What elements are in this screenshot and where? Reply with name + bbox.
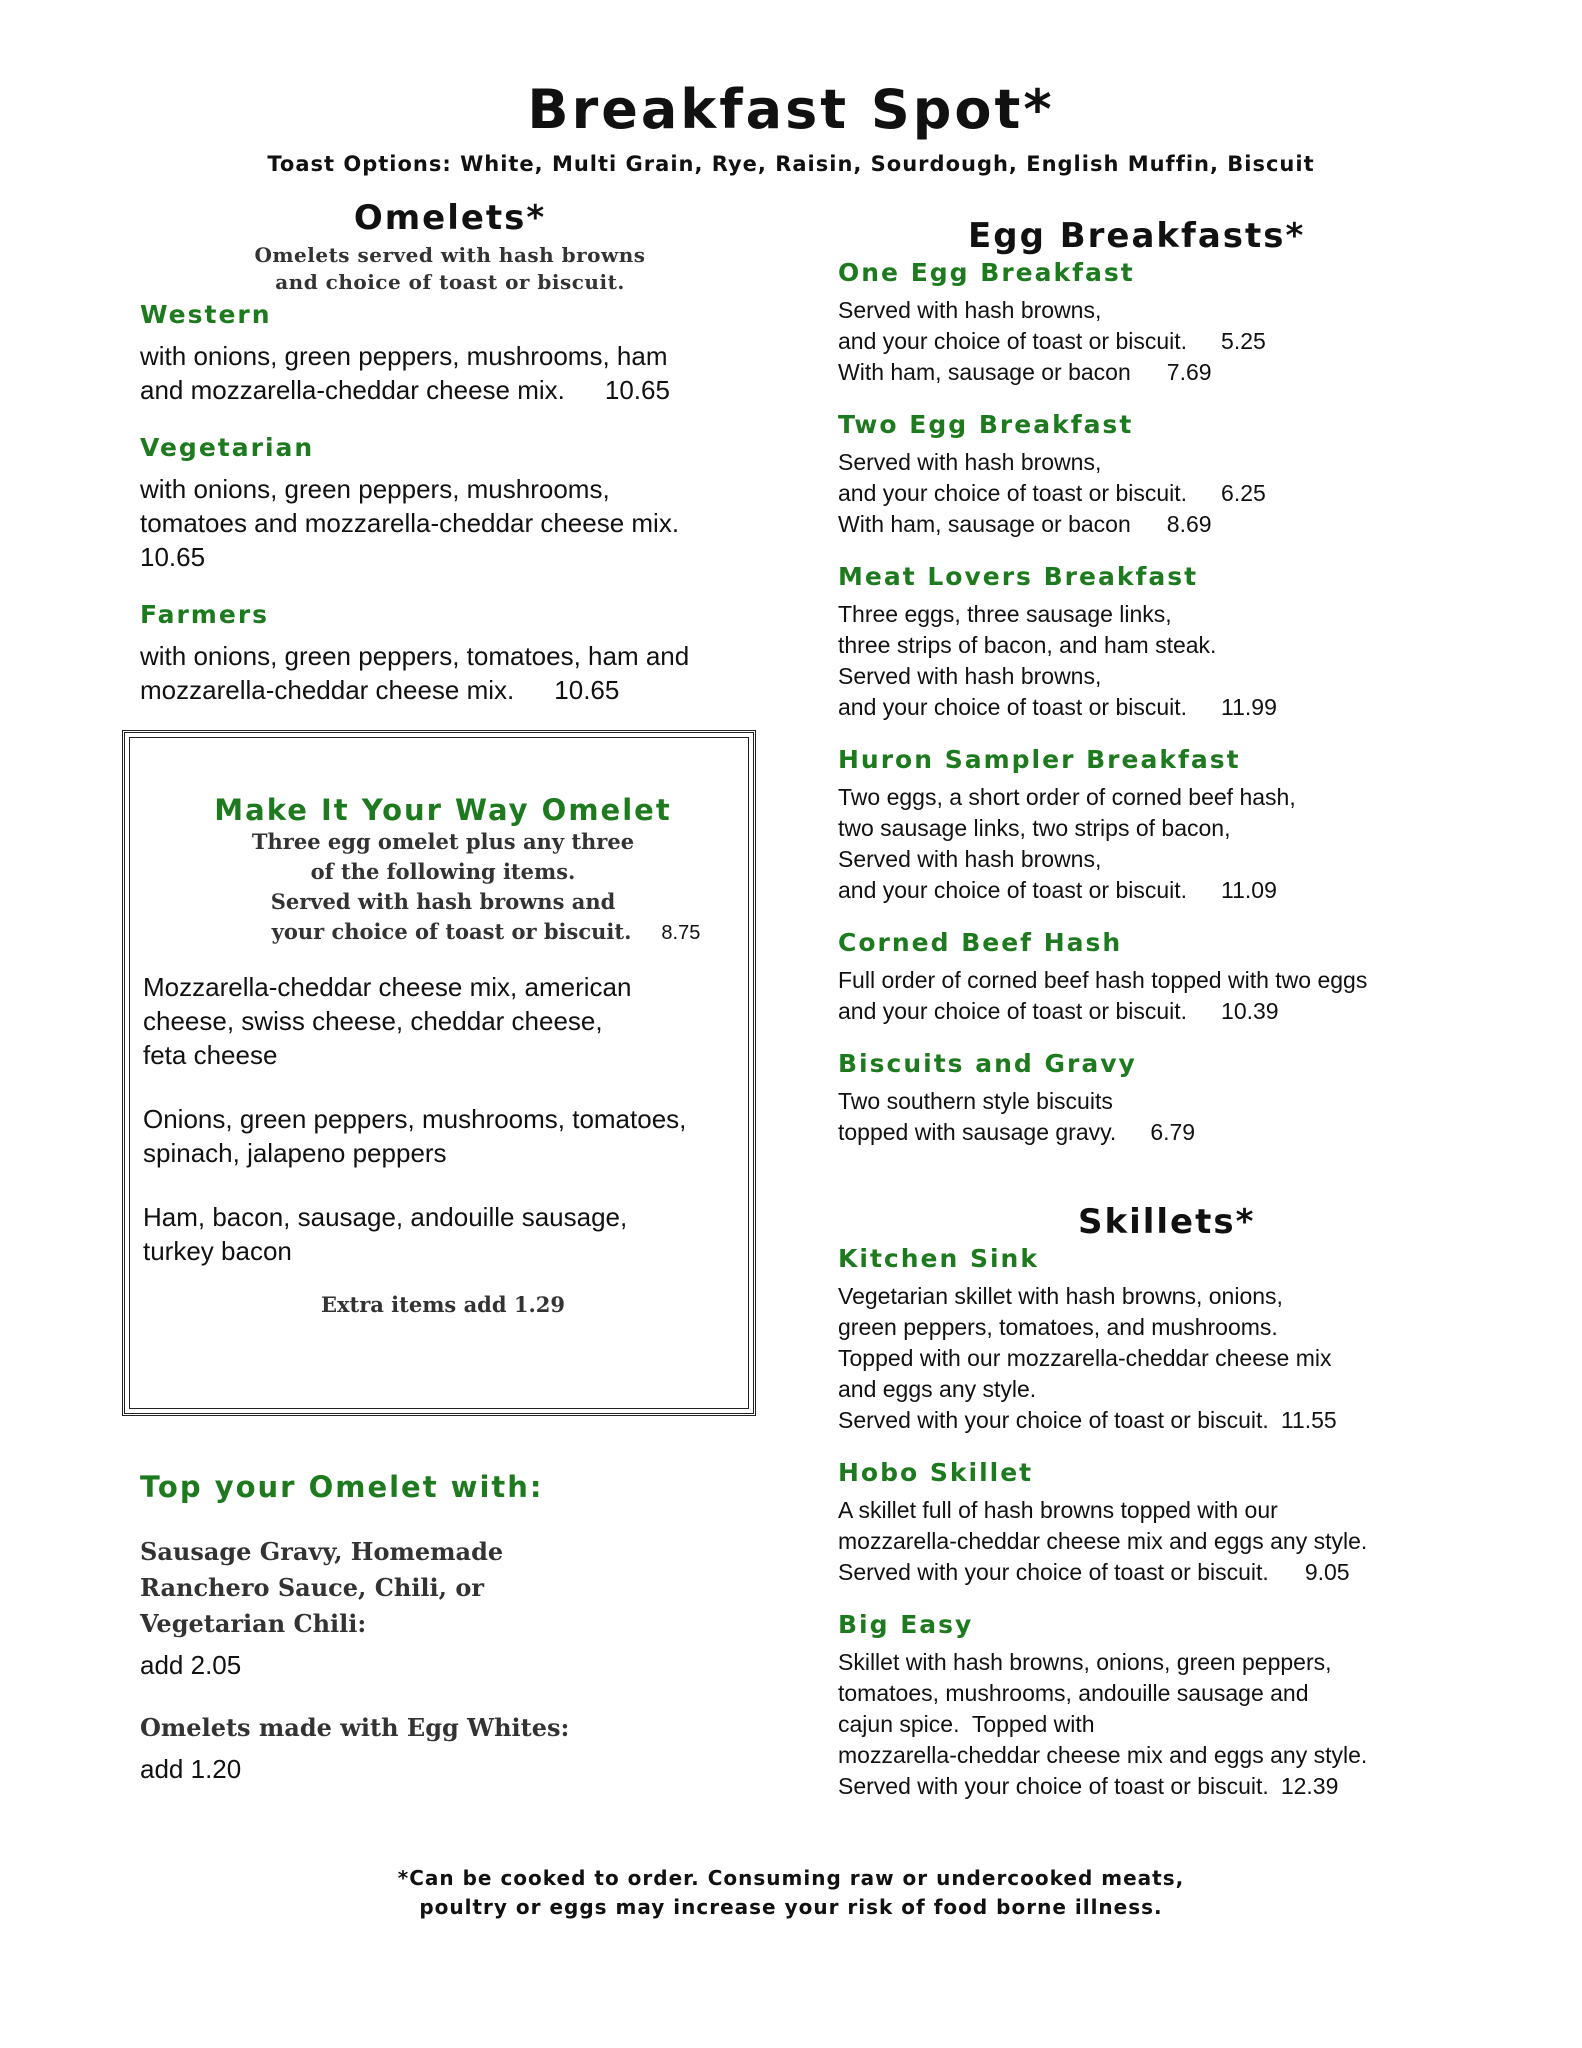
omelets-section — [140, 198, 760, 707]
item-description — [838, 599, 1478, 723]
desc-line: and your choice of toast or biscuit. — [838, 998, 1188, 1024]
desc-line: Ham, bacon, sausage, andouille sausage, — [143, 1202, 628, 1232]
menu-item-farmers — [140, 600, 760, 707]
item-price: 6.25 — [1221, 480, 1266, 506]
desc-line: Served with hash browns, — [838, 663, 1102, 689]
desc-line: and eggs any style. — [838, 1376, 1037, 1402]
toppings-label — [140, 1534, 760, 1642]
desc-line: spinach, jalapeno peppers — [143, 1138, 447, 1168]
make-your-way-box — [122, 730, 756, 1416]
item-price: 10.65 — [604, 375, 670, 405]
desc-line: and your choice of toast or biscuit. — [838, 694, 1188, 720]
make-your-way-price: 8.75 — [661, 922, 701, 944]
desc-line: and your choice of toast or biscuit. — [838, 877, 1188, 903]
extra-items-note: Extra items add 1.29 — [320, 1292, 566, 1317]
item-description — [838, 447, 1478, 540]
omelets-subtitle-line: and choice of toast or biscuit. — [275, 270, 625, 294]
desc-line: Vegetarian skillet with hash browns, onions, — [838, 1283, 1283, 1309]
subtitle-line: Three egg omelet plus any three — [251, 829, 635, 854]
menu-item-two-egg — [838, 410, 1478, 540]
right-column — [838, 216, 1478, 1802]
item-description — [838, 782, 1478, 906]
top-omelet-section — [140, 1470, 760, 1786]
desc-line: A skillet full of hash browns topped with our — [838, 1497, 1278, 1523]
desc-line: with onions, green peppers, mushrooms, — [140, 474, 610, 504]
subtitle-line: of the following items. — [310, 859, 576, 884]
item-name: Huron Sampler Breakfast — [838, 745, 1241, 774]
desc-line: cajun spice. Topped with — [838, 1711, 1095, 1737]
desc-line: With ham, sausage or bacon — [838, 359, 1131, 385]
desc-line: Three eggs, three sausage links, — [838, 601, 1172, 627]
desc-line: Topped with our mozzarella-cheddar cheese mix — [838, 1345, 1332, 1371]
subtitle-line: Served with hash browns and — [270, 889, 616, 914]
item-price: 6.79 — [1150, 1119, 1196, 1145]
desc-line: With ham, sausage or bacon — [838, 511, 1131, 537]
desc-line: Full order of corned beef hash topped with two eggs — [838, 967, 1368, 993]
item-name: Meat Lovers Breakfast — [838, 562, 1199, 591]
desc-line: Served with your choice of toast or biscuit. — [838, 1559, 1269, 1585]
menu-item-hobo-skillet — [838, 1458, 1478, 1588]
egg-whites-label: Omelets made with Egg Whites: — [140, 1713, 570, 1742]
item-name: Vegetarian — [140, 433, 315, 462]
disclaimer-line: poultry or eggs may increase your risk of food borne illness. — [419, 1895, 1163, 1919]
desc-line: Two southern style biscuits — [838, 1088, 1113, 1114]
subtitle-line: your choice of toast or biscuit. — [271, 919, 632, 944]
desc-line: cheese, swiss cheese, cheddar cheese, — [143, 1006, 603, 1036]
omelets-subtitle — [140, 242, 760, 296]
desc-line: tomatoes and mozzarella-cheddar cheese mix. — [140, 508, 680, 538]
omelets-subtitle-line: Omelets served with hash browns — [254, 243, 646, 267]
toppings-price: add 2.05 — [140, 1650, 242, 1680]
item-price: 11.09 — [1221, 877, 1277, 903]
desc-line: with onions, green peppers, tomatoes, ham and — [140, 641, 690, 671]
item-name: Western — [140, 300, 272, 329]
make-your-way-subtitle — [143, 827, 743, 948]
menu-title: Breakfast Spot* — [527, 78, 1055, 141]
label-line: Ranchero Sauce, Chili, or — [140, 1573, 485, 1602]
desc-line: green peppers, tomatoes, and mushrooms. — [838, 1314, 1278, 1340]
desc-line: two sausage links, two strips of bacon, — [838, 815, 1231, 841]
desc-line: tomatoes, mushrooms, andouille sausage and — [838, 1680, 1309, 1706]
item-description — [140, 472, 760, 574]
item-name: Biscuits and Gravy — [838, 1049, 1137, 1078]
item-description — [838, 1647, 1478, 1802]
item-name: Kitchen Sink — [838, 1244, 1039, 1273]
item-price: 10.65 — [140, 542, 206, 572]
item-description — [838, 295, 1478, 388]
desc-line: three strips of bacon, and ham steak. — [838, 632, 1217, 658]
skillets-title: Skillets* — [1078, 1202, 1256, 1242]
egg-whites-price: add 1.20 — [140, 1754, 242, 1784]
desc-line: mozzarella-cheddar cheese mix and eggs any style. — [838, 1528, 1368, 1554]
toast-options: Toast Options: White, Multi Grain, Rye, Raisin, Sourdough, English Muffin, Biscuit — [267, 152, 1315, 176]
menu-item-big-easy — [838, 1610, 1478, 1802]
item-name: Hobo Skillet — [838, 1458, 1034, 1487]
desc-line: mozzarella-cheddar cheese mix. — [140, 675, 515, 705]
item-name: One Egg Breakfast — [838, 258, 1135, 287]
cheese-options — [143, 970, 743, 1072]
label-line: Vegetarian Chili: — [140, 1609, 367, 1638]
disclaimer-line: *Can be cooked to order. Consuming raw or undercooked meats, — [397, 1866, 1185, 1890]
desc-line: Served with your choice of toast or biscuit. — [838, 1407, 1269, 1433]
omelets-title: Omelets* — [353, 198, 547, 238]
desc-line: and mozzarella-cheddar cheese mix. — [140, 375, 565, 405]
menu-item-biscuits-gravy — [838, 1049, 1478, 1148]
menu-item-western — [140, 300, 760, 407]
item-name: Farmers — [140, 600, 270, 629]
desc-line: Onions, green peppers, mushrooms, tomatoes, — [143, 1104, 687, 1134]
desc-line: mozzarella-cheddar cheese mix and eggs any style. — [838, 1742, 1368, 1768]
item-description — [838, 1281, 1478, 1436]
desc-line: Served with hash browns, — [838, 449, 1102, 475]
item-description — [140, 639, 760, 707]
item-price: 11.99 — [1221, 694, 1277, 720]
item-description — [838, 1495, 1478, 1588]
desc-line: Skillet with hash browns, onions, green peppers, — [838, 1649, 1332, 1675]
item-name: Two Egg Breakfast — [838, 410, 1134, 439]
desc-line: Served with hash browns, — [838, 846, 1102, 872]
egg-breakfasts-title: Egg Breakfasts* — [968, 216, 1306, 256]
menu-item-huron-sampler — [838, 745, 1478, 906]
desc-line: turkey bacon — [143, 1236, 292, 1266]
desc-line: Served with hash browns, — [838, 297, 1102, 323]
desc-line: Served with your choice of toast or biscuit. — [838, 1773, 1269, 1799]
menu-item-kitchen-sink — [838, 1244, 1478, 1436]
desc-line: and your choice of toast or biscuit. — [838, 328, 1188, 354]
menu-item-one-egg — [838, 258, 1478, 388]
item-description — [838, 965, 1478, 1027]
item-name: Corned Beef Hash — [838, 928, 1123, 957]
item-price: 10.65 — [554, 675, 620, 705]
item-price: 12.39 — [1280, 1773, 1339, 1799]
desc-line: Mozzarella-cheddar cheese mix, american — [143, 972, 632, 1002]
make-your-way-title: Make It Your Way Omelet — [214, 793, 672, 827]
footer-disclaimer — [0, 1864, 1582, 1922]
item-price: 9.05 — [1304, 1559, 1350, 1585]
item-price: 8.69 — [1166, 511, 1212, 537]
item-price: 10.39 — [1221, 998, 1279, 1024]
menu-item-corned-beef-hash — [838, 928, 1478, 1027]
desc-line: feta cheese — [143, 1040, 278, 1070]
item-price: 11.55 — [1280, 1407, 1337, 1433]
desc-line: Two eggs, a short order of corned beef hash, — [838, 784, 1296, 810]
top-omelet-title: Top your Omelet with: — [140, 1470, 544, 1504]
menu-item-meat-lovers — [838, 562, 1478, 723]
label-line: Sausage Gravy, Homemade — [140, 1537, 504, 1566]
item-description — [140, 339, 760, 407]
menu-item-vegetarian — [140, 433, 760, 574]
item-description — [838, 1086, 1478, 1148]
desc-line: with onions, green peppers, mushrooms, ham — [140, 341, 668, 371]
desc-line: topped with sausage gravy. — [838, 1119, 1117, 1145]
desc-line: and your choice of toast or biscuit. — [838, 480, 1188, 506]
veggie-options — [143, 1102, 743, 1170]
item-name: Big Easy — [838, 1610, 974, 1639]
meat-options — [143, 1200, 743, 1268]
item-price: 7.69 — [1166, 359, 1212, 385]
item-price: 5.25 — [1221, 328, 1266, 354]
